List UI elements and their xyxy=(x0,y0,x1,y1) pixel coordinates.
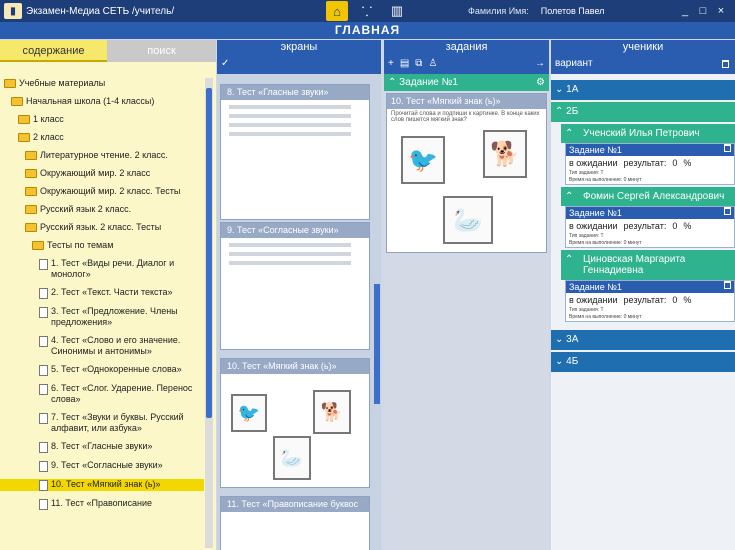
tree-item-label: Окружающий мир. 2 класс. Тесты xyxy=(40,186,181,196)
students-title: ученики xyxy=(622,41,664,53)
tree-item[interactable] xyxy=(0,240,204,251)
tree-item[interactable] xyxy=(0,364,204,376)
tree-item[interactable] xyxy=(0,114,204,125)
content-panel xyxy=(0,40,216,550)
class-label: 3А xyxy=(566,334,579,345)
task-time: Время на выполнение: 0 минут xyxy=(569,240,642,246)
dog-image-icon: 🐕 xyxy=(313,390,351,434)
tree-item-label: Русский язык. 2 класс. Тесты xyxy=(40,222,162,232)
tree-item[interactable] xyxy=(0,498,204,510)
document-icon xyxy=(39,461,48,472)
app-title: Экзамен-Медиа СЕТЬ /учитель/ xyxy=(26,5,175,17)
student-name: Ученский Илья Петрович xyxy=(583,128,700,139)
task-group-title: Задание №1 xyxy=(399,77,458,88)
tab-search[interactable]: поиск xyxy=(107,40,216,62)
trash-icon[interactable] xyxy=(724,281,731,289)
task-type: Тип задания: Т xyxy=(569,307,604,313)
tasks-list xyxy=(384,74,549,550)
tree-item[interactable] xyxy=(0,306,204,328)
folder-icon xyxy=(32,241,44,250)
tree-item-label: 8. Тест «Гласные звуки» xyxy=(51,441,153,451)
class-label: 2Б xyxy=(566,106,579,117)
tree-item[interactable] xyxy=(0,168,204,179)
minimize-button[interactable]: _ xyxy=(681,5,689,17)
tree-item-label: 11. Тест «Правописание xyxy=(51,498,153,508)
tree-item[interactable] xyxy=(0,96,204,107)
home-icon[interactable]: ⌂ xyxy=(326,1,348,21)
settings-icon[interactable]: ⚙ xyxy=(536,77,545,88)
class-label: 4Б xyxy=(566,356,579,367)
tree-item-label: Учебные материалы xyxy=(19,78,106,88)
screens-list xyxy=(217,74,381,550)
screen-card-title: 9. Тест «Согласные звуки» xyxy=(221,223,369,238)
tree-item-label: Тесты по темам xyxy=(47,240,114,250)
screen-card[interactable] xyxy=(220,222,370,350)
task-time: Время на выполнение: 0 минут xyxy=(569,177,642,183)
tree-item-label: 5. Тест «Однокоренные слова» xyxy=(51,364,182,374)
trash-icon[interactable] xyxy=(722,60,729,68)
tree-item-label: 10. Тест «Мягкий знак (ь)» xyxy=(51,479,161,489)
tree-item[interactable] xyxy=(0,78,204,89)
task-type: Тип задания: Т xyxy=(569,170,604,176)
chevron-up-icon[interactable]: ⌃ xyxy=(388,77,397,88)
student-task-title: Задание №1 xyxy=(569,282,622,292)
result-value: 0 xyxy=(672,158,678,168)
screen-card-title: 8. Тест «Гласные звуки» xyxy=(221,85,369,100)
network-icon[interactable]: ⸪ xyxy=(361,4,373,19)
screens-scrollbar[interactable] xyxy=(373,74,381,550)
document-icon xyxy=(39,365,48,376)
bird-image-icon: 🐦 xyxy=(231,394,267,432)
screen-card-title: 10. Тест «Мягкий знак (ь)» xyxy=(221,359,369,374)
tree-item[interactable] xyxy=(0,204,204,215)
percent-sign: % xyxy=(683,221,692,231)
tree-item[interactable] xyxy=(0,479,204,491)
tree-item[interactable] xyxy=(0,460,204,472)
screen-card-title: 11. Тест «Правописание буквос xyxy=(221,497,369,512)
tasks-title: задания xyxy=(445,41,488,53)
tree-item-label: Окружающий мир. 2 класс xyxy=(40,168,151,178)
dog-image-icon: 🐕 xyxy=(483,130,527,178)
user-name: Полетов Павел xyxy=(540,6,605,16)
user-icon[interactable]: ♙ xyxy=(428,58,438,69)
tree-item-label: 3. Тест «Предложение. Члены предложения» xyxy=(51,306,178,327)
tree-item[interactable] xyxy=(0,335,204,357)
folder-icon xyxy=(18,115,30,124)
task-status: в ожидании xyxy=(569,221,618,231)
screen-card[interactable] xyxy=(220,84,370,220)
document-icon xyxy=(39,499,48,510)
document-icon xyxy=(39,413,48,424)
tasks-header xyxy=(384,40,549,74)
variant-label: вариант xyxy=(555,58,593,69)
folder-icon xyxy=(25,169,37,178)
task-time: Время на выполнение: 0 минут xyxy=(569,314,642,320)
task-status: в ожидании xyxy=(569,295,618,305)
list-icon[interactable]: ▤ xyxy=(399,58,410,69)
folder-icon xyxy=(25,151,37,160)
task-group[interactable] xyxy=(384,74,549,91)
tree-scrollbar[interactable] xyxy=(205,78,213,548)
tree-item-label: 7. Тест «Звуки и буквы. Русский алфавит, или азбука» xyxy=(51,412,184,433)
class-1a[interactable]: ⌄ 1А xyxy=(551,80,735,100)
content-tree xyxy=(0,64,204,550)
student-name: Фомин Сергей Александрович xyxy=(583,191,725,202)
trash-icon[interactable] xyxy=(724,144,731,152)
student-task-title: Задание №1 xyxy=(569,208,622,218)
screen-card[interactable] xyxy=(220,496,370,550)
class-4b[interactable]: ⌄ 4Б xyxy=(551,352,735,372)
screens-title: экраны xyxy=(280,41,318,53)
students-list xyxy=(551,74,735,550)
folder-icon xyxy=(18,133,30,142)
tree-item-label: Русский язык 2 класс. xyxy=(40,204,132,214)
folder-icon xyxy=(25,205,37,214)
tree-item[interactable] xyxy=(0,186,204,197)
screens-header xyxy=(217,40,381,74)
arrow-right-icon[interactable]: → xyxy=(535,58,545,69)
tree-item-label: 1. Тест «Виды речи. Диалог и монолог» xyxy=(51,258,175,279)
document-icon xyxy=(39,307,48,318)
page-title: ГЛАВНАЯ xyxy=(0,22,735,39)
folder-icon xyxy=(11,97,23,106)
bird-image-icon: 🐦 xyxy=(401,136,445,184)
task-question: Прочитай слова и подпиши к картинке. В конце каких слов пишется мягкий знак? xyxy=(391,111,540,123)
student-entry[interactable]: ⌃ Циновская Маргарита Геннадиевна xyxy=(561,250,735,280)
tree-item[interactable] xyxy=(0,132,204,143)
app-logo-icon: ▮ xyxy=(4,3,22,19)
document-icon xyxy=(39,259,48,270)
student-task-title: Задание №1 xyxy=(569,145,622,155)
add-icon[interactable]: + xyxy=(388,58,394,69)
tree-item[interactable] xyxy=(0,383,204,405)
swan-image-icon: 🦢 xyxy=(443,196,493,244)
tab-contents[interactable]: содержание xyxy=(0,40,107,62)
result-label: результат: xyxy=(623,295,667,305)
document-icon xyxy=(39,442,48,453)
result-label: результат: xyxy=(623,221,667,231)
student-task xyxy=(565,280,735,322)
result-value: 0 xyxy=(672,221,678,231)
percent-sign: % xyxy=(683,295,692,305)
tree-item[interactable] xyxy=(0,150,204,161)
maximize-button[interactable]: □ xyxy=(699,5,707,17)
document-icon xyxy=(39,384,48,395)
tree-item-label: 2 класс xyxy=(33,132,64,142)
folder-icon xyxy=(4,79,16,88)
result-label: результат: xyxy=(623,158,667,168)
students-header xyxy=(551,40,735,74)
student-task xyxy=(565,206,735,248)
folder-icon xyxy=(25,223,37,232)
title-bar xyxy=(0,0,735,22)
task-status: в ожидании xyxy=(569,158,618,168)
student-task xyxy=(565,143,735,185)
class-2b[interactable]: ⌃ 2Б xyxy=(551,102,735,122)
student-name: Циновская Маргарита Геннадиевна xyxy=(583,254,686,276)
tree-item[interactable] xyxy=(0,287,204,299)
user-label: Фамилия Имя: xyxy=(468,6,529,16)
student-entry[interactable]: ⌃ Фомин Сергей Александрович xyxy=(561,187,735,206)
folder-icon xyxy=(25,187,37,196)
result-value: 0 xyxy=(672,295,678,305)
tree-item[interactable] xyxy=(0,222,204,233)
tree-item-label: 9. Тест «Согласные звуки» xyxy=(51,460,163,470)
swan-image-icon: 🦢 xyxy=(273,436,311,480)
tree-item-label: Начальная школа (1-4 классы) xyxy=(26,96,155,106)
tree-item[interactable] xyxy=(0,441,204,453)
tree-item-label: 1 класс xyxy=(33,114,64,124)
check-icon[interactable]: ✓ xyxy=(221,58,230,69)
document-icon xyxy=(39,288,48,299)
class-label: 1А xyxy=(566,84,579,95)
copy-icon[interactable]: ⧉ xyxy=(415,58,423,69)
book-icon[interactable]: ▥ xyxy=(390,3,404,18)
task-card-title: 10. Тест «Мягкий знак (ь)» xyxy=(387,94,546,109)
tree-item-label: 6. Тест «Слог. Ударение. Перенос слова» xyxy=(51,383,193,404)
document-icon xyxy=(39,480,48,491)
percent-sign: % xyxy=(683,158,692,168)
tree-item-label: 2. Тест «Текст. Части текста» xyxy=(51,287,173,297)
close-button[interactable]: × xyxy=(717,5,725,17)
task-type: Тип задания: Т xyxy=(569,233,604,239)
screen-card[interactable] xyxy=(220,358,370,488)
document-icon xyxy=(39,336,48,347)
tree-item-label: Литературное чтение. 2 класс. xyxy=(40,150,168,160)
student-entry[interactable]: ⌃ Ученский Илья Петрович xyxy=(561,124,735,143)
tree-item[interactable] xyxy=(0,258,204,280)
task-card[interactable] xyxy=(386,93,547,253)
tree-item-label: 4. Тест «Слово и его значение. Синонимы и антонимы» xyxy=(51,335,181,356)
class-3a[interactable]: ⌄ 3А xyxy=(551,330,735,350)
tree-item[interactable] xyxy=(0,412,204,434)
trash-icon[interactable] xyxy=(724,207,731,215)
